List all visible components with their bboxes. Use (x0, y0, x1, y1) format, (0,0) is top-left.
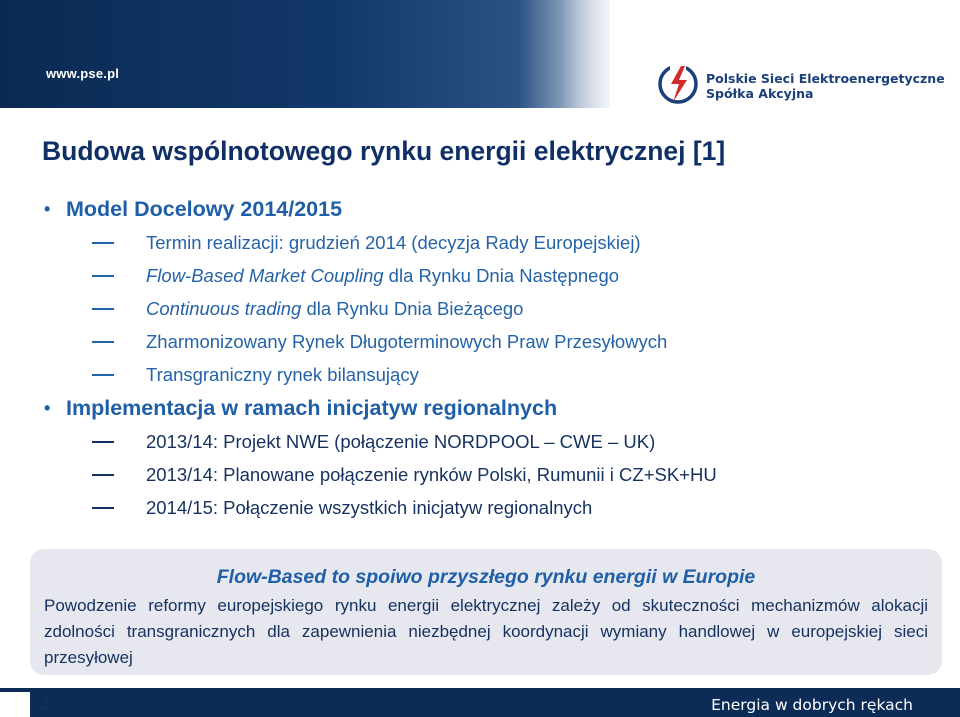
dash-icon (92, 374, 114, 376)
header-fade (560, 0, 640, 108)
dash-icon (92, 242, 114, 244)
list-item-emphasis: Flow-Based Market Coupling (146, 264, 384, 286)
bullet-icon: • (44, 198, 51, 219)
list-item (44, 259, 924, 292)
footer-slogan: Energia w dobrych rękach (711, 696, 913, 714)
dash-icon (92, 308, 114, 310)
section-heading (44, 391, 924, 425)
header-dark-band (0, 0, 610, 108)
list-item-emphasis: Continuous trading (146, 297, 302, 319)
list-item (44, 458, 924, 491)
slide-title: Budowa wspólnotowego rynku energii elektrycznej [1] (42, 136, 726, 166)
page-number: 3 (40, 694, 50, 713)
list-item (44, 325, 924, 358)
list-item-text: dla Rynku Dnia Następnego (383, 264, 620, 286)
dash-icon (92, 441, 114, 443)
dash-icon (92, 474, 114, 476)
callout-body: Powodzenie reformy europejskiego rynku energii elektrycznej zależy od skuteczności mechanizmów alokacji zdolności transgranicznych dla zapewnienia niezbędnej koordynacji wymiany handlowej w europejskiej sieci przesyłowej (44, 596, 928, 667)
page-number-box (0, 692, 30, 717)
site-url[interactable]: www.pse.pl (46, 66, 120, 81)
pse-logo-icon (657, 62, 699, 106)
dash-icon (92, 341, 114, 343)
slide-content (44, 192, 924, 524)
dash-icon (92, 275, 114, 277)
list-item (44, 358, 924, 391)
dash-icon (92, 507, 114, 509)
bullet-icon: • (44, 397, 51, 418)
list-item (44, 292, 924, 325)
company-name-line1: Polskie Sieci Elektroenergetyczne (706, 71, 945, 86)
list-item-text: 2013/14: Projekt NWE (połączenie NORDPOOL – CWE – UK) (146, 430, 656, 452)
list-item-text: 2013/14: Planowane połączenie rynków Polski, Rumunii i CZ+SK+HU (146, 463, 717, 485)
callout-title: Flow-Based to spoiwo przyszłego rynku energii w Europie (216, 566, 756, 588)
list-item-text: Zharmonizowany Rynek Długoterminowych Praw Przesyłowych (146, 330, 668, 352)
list-item (44, 425, 924, 458)
section-heading-text: Model Docelowy 2014/2015 (66, 196, 343, 221)
company-name-line2: Spółka Akcyjna (706, 86, 814, 101)
list-item-text: Transgraniczny rynek bilansujący (146, 363, 419, 385)
list-item-text: Termin realizacji: grudzień 2014 (decyzja Rady Europejskiej) (146, 231, 641, 253)
section-heading-text: Implementacja w ramach inicjatyw regionalnych (66, 395, 558, 420)
company-name (706, 71, 945, 101)
list-item-text: 2014/15: Połączenie wszystkich inicjatyw regionalnych (146, 496, 593, 518)
list-item-text: dla Rynku Dnia Bieżącego (301, 297, 524, 319)
section-heading (44, 192, 924, 226)
list-item (44, 491, 924, 524)
list-item (44, 226, 924, 259)
